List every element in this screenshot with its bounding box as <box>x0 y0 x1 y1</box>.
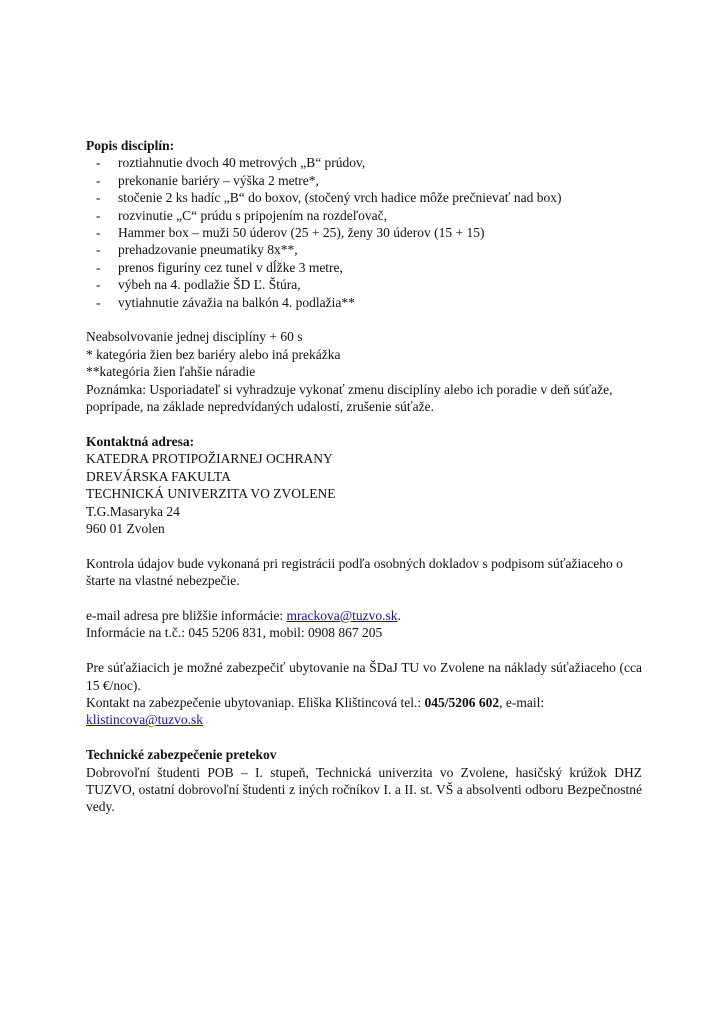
document-content <box>86 137 642 816</box>
discipline-item: - vytiahnutie závažia na balkón 4. podlažia** <box>86 294 642 311</box>
disciplines-list <box>86 154 642 311</box>
accommodation-text: Pre súťažiacich je možné zabezpečiť ubytovanie na ŠDaJ TU vo Zvolene na náklady súťažiaceho (cca 15 €/noc). <box>86 660 642 693</box>
accommodation-phone: 045/5206 602 <box>424 694 500 710</box>
disciplines-heading: Popis disciplín: <box>86 138 175 153</box>
email-link-klistincova[interactable]: klistincova@tuzvo.sk <box>86 712 204 728</box>
contact-university: TECHNICKÁ UNIVERZITA VO ZVOLENE <box>86 486 336 502</box>
discipline-item: - rozvinutie „C“ prúdu s pripojením na rozdeľovač, <box>86 207 642 224</box>
discipline-item: - výbeh na 4. podlažie ŠD Ľ. Štúra, <box>86 276 642 293</box>
email-info-line <box>86 607 642 624</box>
email-info-period: . <box>397 607 401 623</box>
accommodation-contact-line <box>86 694 642 711</box>
email-info-label: e-mail adresa pre bližšie informácie: <box>86 607 287 623</box>
email-link-mrackova[interactable]: mrackova@tuzvo.sk <box>286 607 398 623</box>
phone-info: Informácie na t.č.: 045 5206 831, mobil: 0908 867 205 <box>86 625 383 641</box>
accommodation-contact-label: Kontakt na zabezpečenie ubytovaniap. Eliška Klištincová tel.: <box>86 694 425 710</box>
technical-heading: Technické zabezpečenie pretekov <box>86 747 277 763</box>
contact-street: T.G.Masaryka 24 <box>86 503 180 519</box>
discipline-item: - stočenie 2 ks hadíc „B“ do boxov, (stočený vrch hadice môže prečnievať nad box) <box>86 189 642 206</box>
technical-text: Dobrovoľní študenti POB – I. stupeň, Technická univerzita vo Zvolene, hasičský krúžok DHZ TUZVO, ostatní dobrovoľní študenti z iných ročníkov I. a II. st. VŠ a absolventi odboru Bezpečnostné vedy. <box>86 764 642 815</box>
control-text: Kontrola údajov bude vykonaná pri registrácii podľa osobných dokladov s podpisom súťažiaceho o štarte na vlastné nebezpečie. <box>86 555 623 589</box>
discipline-item: - prehadzovanie pneumatiky 8x**, <box>86 241 642 258</box>
discipline-item: - prenos figuríny cez tunel v dĺžke 3 metre, <box>86 259 642 276</box>
discipline-item: - prekonanie bariéry – výška 2 metre*, <box>86 172 642 189</box>
accommodation-email-label: , e-mail: <box>499 694 545 710</box>
discipline-item: - Hammer box – muži 50 úderov (25 + 25), ženy 30 úderov (15 + 15) <box>86 224 642 241</box>
contact-heading: Kontaktná adresa: <box>86 433 195 449</box>
contact-faculty: DREVÁRSKA FAKULTA <box>86 468 231 484</box>
footnote-women-equipment: **kategória žien ľahšie náradie <box>86 364 256 380</box>
penalty-text: Neabsolvovanie jednej disciplíny + 60 s <box>86 329 303 345</box>
organizer-remark: Poznámka: Usporiadateľ si vyhradzuje vykonať zmenu disciplíny alebo ich poradie v deň súťaže, poprípade, na základe nepredvídaných udalostí, zrušenie súťaže. <box>86 381 613 415</box>
footnote-women-barrier: * kategória žien bez bariéry alebo iná prekážka <box>86 346 341 362</box>
discipline-item: - roztiahnutie dvoch 40 metrových „B“ prúdov, <box>86 154 642 171</box>
contact-city: 960 01 Zvolen <box>86 520 165 536</box>
contact-department: KATEDRA PROTIPOŽIARNEJ OCHRANY <box>86 451 333 467</box>
